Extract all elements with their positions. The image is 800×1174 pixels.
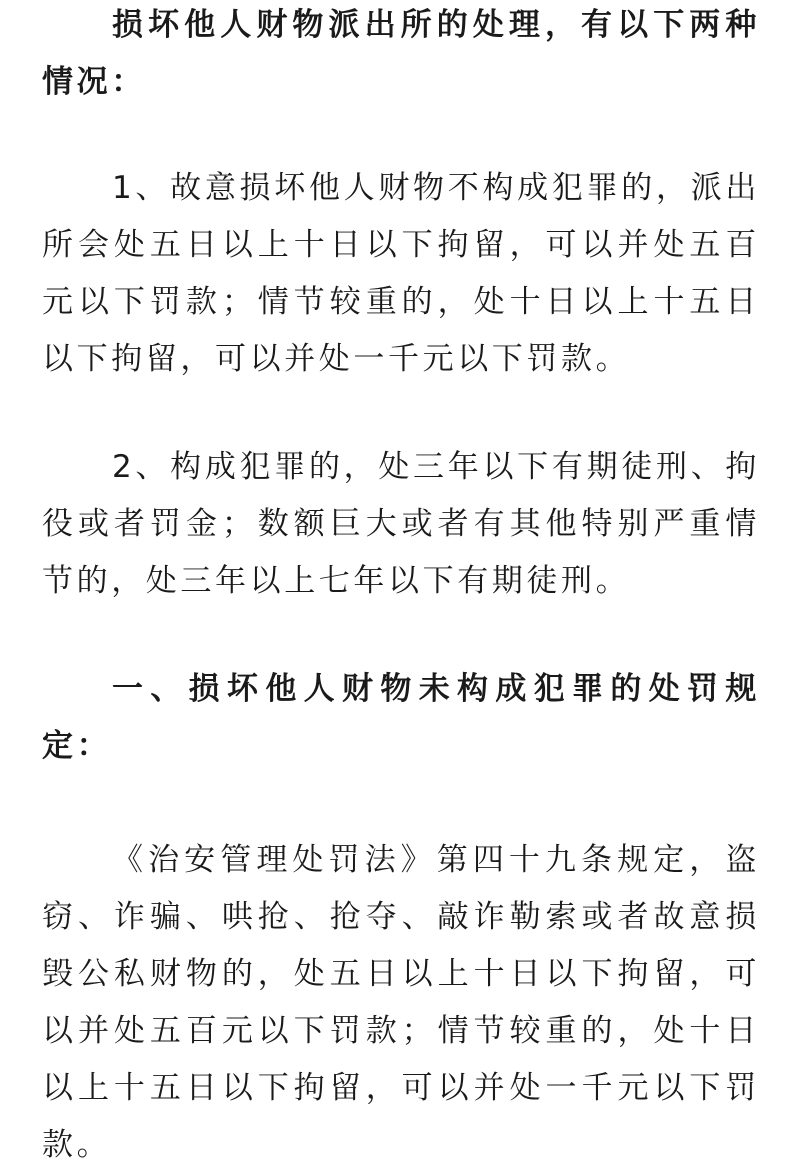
item-1-paragraph: 1、故意损坏他人财物不构成犯罪的，派出所会处五日以上十日以下拘留，可以并处五百元以下罚款；情节较重的，处十日以上十五日以下拘留，可以并处一千元以下罚款。 xyxy=(42,170,760,377)
item-2-paragraph: 2、构成犯罪的，处三年以下有期徒刑、拘役或者罚金；数额巨大或者有其他特别严重情节的，处三年以上七年以下有期徒刑。 xyxy=(42,449,760,599)
document-body xyxy=(42,0,760,1174)
section-intro-heading: 损坏他人财物派出所的处理，有以下两种情况： xyxy=(42,7,760,100)
law-article-paragraph: 《治安管理处罚法》第四十九条规定，盗窃、诈骗、哄抢、抢夺、敲诈勒索或者故意损毁公私财物的，处五日以上十日以下拘留，可以并处五百元以下罚款；情节较重的，处十日以上十五日以下拘留，可以并处一千元以下罚款。 xyxy=(42,842,760,1163)
section-one-heading: 一、损坏他人财物未构成犯罪的处罚规定： xyxy=(42,671,760,764)
